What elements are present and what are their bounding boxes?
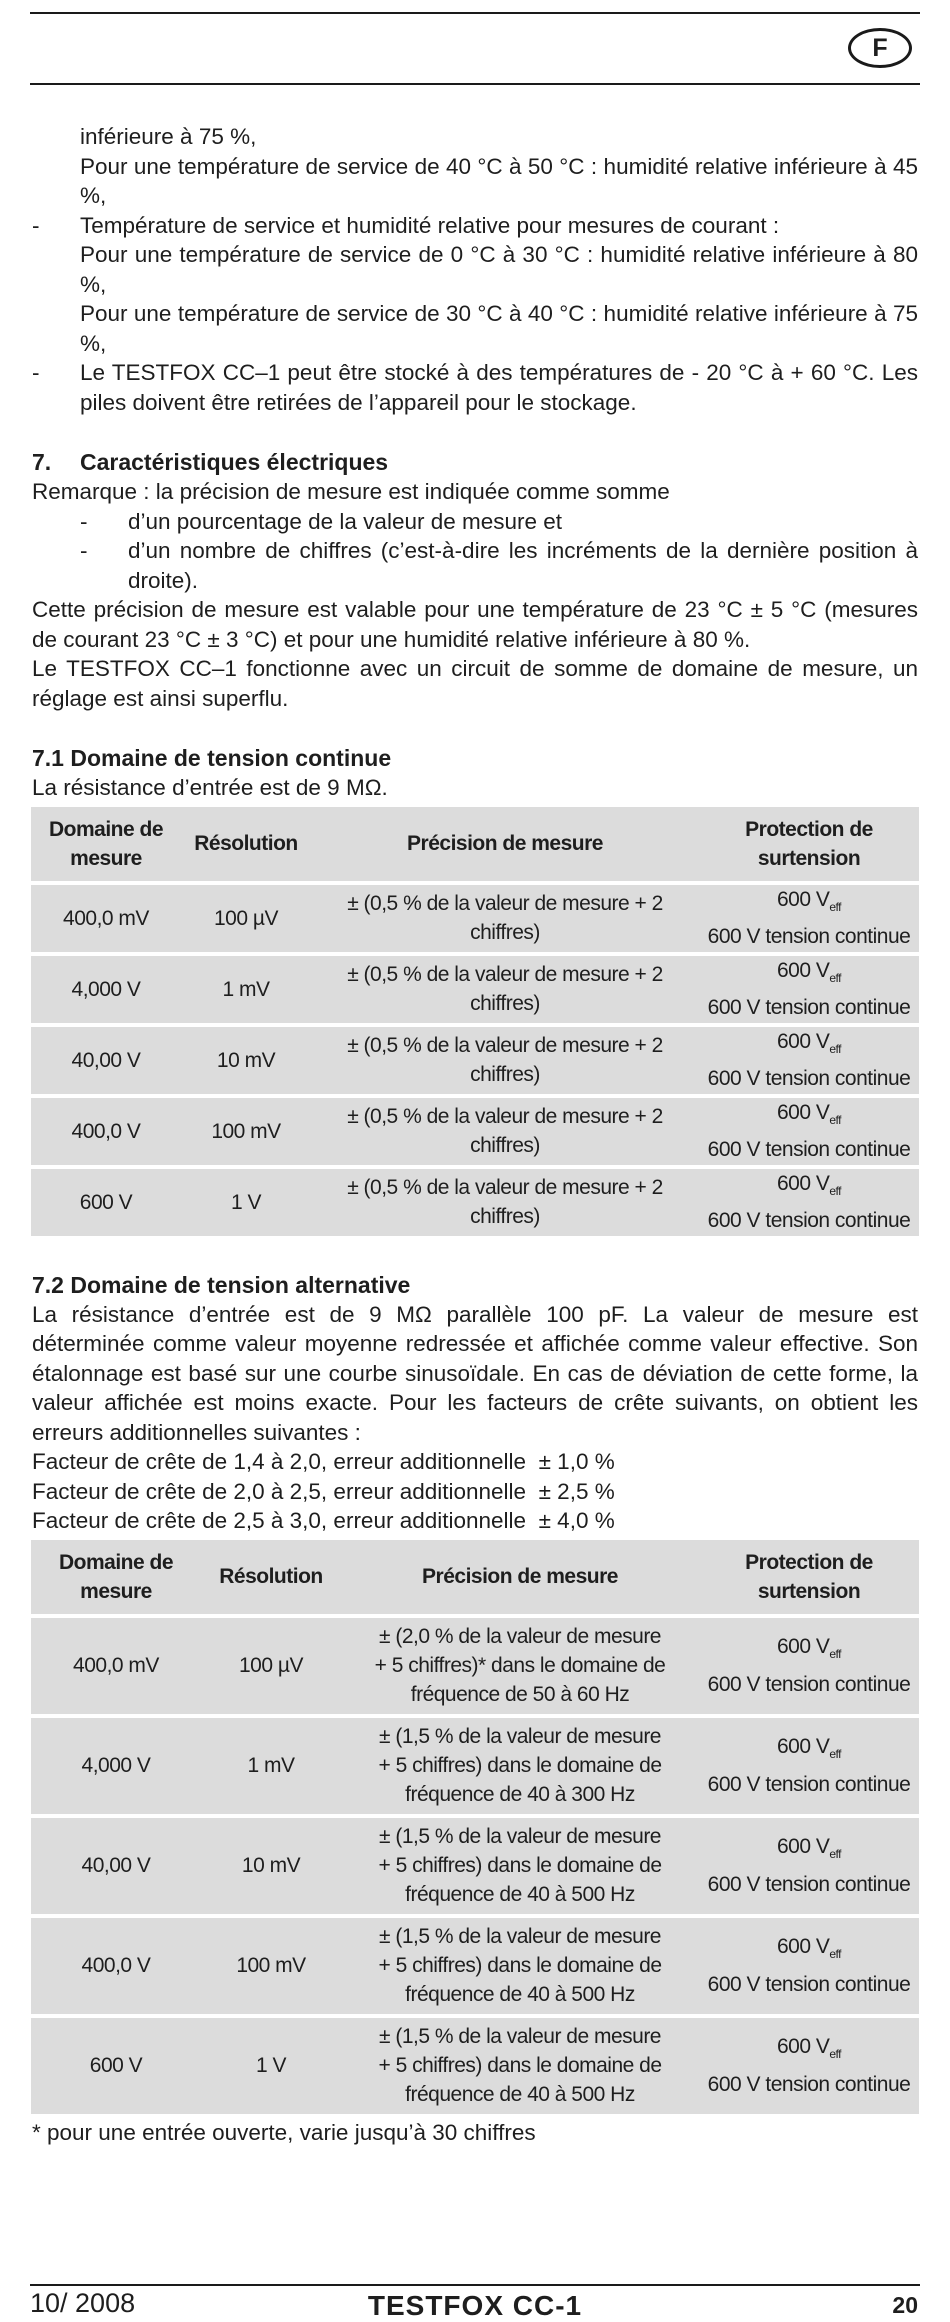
bullet-text: d’un pourcentage de la valeur de mesure et — [128, 508, 563, 534]
bullet-text: Le TESTFOX CC–1 peut être stocké à des températures de - 20 °C à + 60 °C. Les piles doivent être retirées de l’appareil pour le stockage. — [80, 360, 918, 415]
section-7-1 — [32, 743, 918, 1240]
protection-cell: 600 $V_{eff}$ 600 V tension continue — [699, 1718, 919, 1814]
table-row — [31, 2018, 919, 2114]
paragraph: La résistance d’entrée est de 9 MΩ parallèle 100 pF. La valeur de mesure est déterminée comme valeur moyenne redressée et affichée comme valeur effective. Son étalonnage est basé sur une courbe sinusoïdale. En cas de déviation de cette forme, la valeur affichée est moins exacte. Pour les facteurs de crête suivants, on obtient les erreurs additionnelles suivantes : — [32, 1301, 918, 1445]
range-cell: 40,00 V — [31, 1818, 201, 1914]
table-row — [31, 1918, 919, 2014]
section-7-2 — [32, 1270, 918, 2148]
table-row — [31, 1027, 919, 1094]
bullet-dash: - — [32, 212, 40, 238]
bullet-text: d’un nombre de chiffres (c’est-à-dire les incréments de la dernière position à droite). — [128, 538, 918, 593]
bullet-item — [32, 358, 918, 417]
resolution-cell: 1 V — [201, 2018, 341, 2114]
page-content — [32, 122, 918, 2147]
footer-rule — [30, 2284, 920, 2286]
column-header: Domaine de mesure — [31, 1540, 201, 1614]
range-cell: 400,0 mV — [31, 885, 181, 952]
resolution-cell: 100 µV — [201, 1618, 341, 1714]
bullet-dash: - — [80, 508, 88, 534]
accuracy-cell: ± (1,5 % de la valeur de mesure + 5 chiffres) dans le domaine de fréquence de 40 à 500 Hz — [341, 2018, 699, 2114]
bullet-dash: - — [80, 538, 88, 563]
footer-date: 10/ 2008 — [30, 2288, 136, 2318]
section-title: Caractéristiques électriques — [80, 449, 389, 475]
dc-voltage-table — [31, 803, 919, 1240]
section-heading: 7.1 Domaine de tension continue — [32, 745, 392, 771]
text-line: inférieure à 75 %, — [80, 124, 257, 149]
crest-factor-line: Facteur de crête de 2,5 à 3,0, erreur additionnelle ± 4,0 % — [32, 1508, 615, 1533]
crest-factor-line: Facteur de crête de 1,4 à 2,0, erreur additionnelle ± 1,0 % — [32, 1449, 615, 1474]
accuracy-cell: ± (0,5 % de la valeur de mesure + 2 chiffres) — [311, 956, 699, 1023]
accuracy-cell: ± (1,5 % de la valeur de mesure + 5 chiffres) dans le domaine de fréquence de 40 à 300 Hz — [341, 1718, 699, 1814]
protection-cell: 600 $V_{eff}$ 600 V tension continue — [699, 1169, 919, 1236]
range-cell: 400,0 V — [31, 1098, 181, 1165]
resolution-cell: 100 mV — [181, 1098, 311, 1165]
range-cell: 400,0 mV — [31, 1618, 201, 1714]
text-line: Pour une température de service de 0 °C à 30 °C : humidité relative inférieure à 80 %, — [80, 242, 918, 297]
accuracy-cell: ± (0,5 % de la valeur de mesure + 2 chiffres) — [311, 1027, 699, 1094]
column-header: Protection de surtension — [699, 1540, 919, 1614]
range-cell: 4,000 V — [31, 956, 181, 1023]
protection-cell: 600 $V_{eff}$ 600 V tension continue — [699, 1618, 919, 1714]
table-row — [31, 1718, 919, 1814]
bullet-dash: - — [32, 360, 40, 385]
resolution-cell: 100 mV — [201, 1918, 341, 2014]
resolution-cell: 100 µV — [181, 885, 311, 952]
top-rule — [30, 12, 920, 14]
resolution-cell: 10 mV — [201, 1818, 341, 1914]
page-number: 20 — [892, 2292, 918, 2318]
paragraph: Le TESTFOX CC–1 fonctionne avec un circuit de somme de domaine de mesure, un réglage est ainsi superflu. — [32, 656, 918, 711]
section-heading: 7.2 Domaine de tension alternative — [32, 1271, 411, 1298]
accuracy-cell: ± (0,5 % de la valeur de mesure + 2 chiffres) — [311, 885, 699, 952]
language-badge: F — [848, 28, 912, 68]
resolution-cell: 1 mV — [201, 1718, 341, 1814]
range-cell: 600 V — [31, 1169, 181, 1236]
text-line: Pour une température de service de 30 °C à 40 °C : humidité relative inférieure à 75 %, — [80, 301, 918, 356]
protection-cell: 600 $V_{eff}$ 600 V tension continue — [699, 1918, 919, 2014]
range-cell: 400,0 V — [31, 1918, 201, 2014]
bullet-item — [32, 211, 918, 241]
remark-item — [32, 507, 918, 537]
column-header: Précision de mesure — [341, 1540, 699, 1614]
table-row — [31, 956, 919, 1023]
resolution-cell: 1 mV — [181, 956, 311, 1023]
protection-cell: 600 $V_{eff}$ 600 V tension continue — [699, 2018, 919, 2114]
protection-cell: 600 $V_{eff}$ 600 V tension continue — [699, 1027, 919, 1094]
range-cell: 600 V — [31, 2018, 201, 2114]
protection-cell: 600 $V_{eff}$ 600 V tension continue — [699, 956, 919, 1023]
section-7 — [32, 447, 918, 713]
range-cell: 4,000 V — [31, 1718, 201, 1814]
protection-cell: 600 $V_{eff}$ 600 V tension continue — [699, 1098, 919, 1165]
column-header: Résolution — [181, 807, 311, 881]
protection-cell: 600 $V_{eff}$ 600 V tension continue — [699, 885, 919, 952]
accuracy-cell: ± (0,5 % de la valeur de mesure + 2 chiffres) — [311, 1098, 699, 1165]
remark: Remarque : la précision de mesure est indiquée comme somme — [32, 479, 670, 504]
header-rule — [30, 83, 920, 85]
text-line: Pour une température de service de 40 °C à 50 °C : humidité relative inférieure à 45 %, — [80, 153, 918, 208]
footer-brand: TESTFOX CC-1 — [367, 2290, 583, 2321]
protection-cell: 600 $V_{eff}$ 600 V tension continue — [699, 1818, 919, 1914]
table-header-row — [31, 1540, 919, 1614]
accuracy-cell: ± (2,0 % de la valeur de mesure + 5 chiffres)* dans le domaine de fréquence de 50 à 60 Hz — [341, 1618, 699, 1714]
ac-voltage-table — [31, 1536, 919, 2118]
resolution-cell: 1 V — [181, 1169, 311, 1236]
range-cell: 40,00 V — [31, 1027, 181, 1094]
remark-item — [32, 536, 918, 595]
column-header: Précision de mesure — [311, 807, 699, 881]
table-row — [31, 1098, 919, 1165]
column-header: Résolution — [201, 1540, 341, 1614]
section-6-continuation — [32, 122, 918, 417]
table-header-row — [31, 807, 919, 881]
column-header: Domaine de mesure — [31, 807, 181, 881]
table-row — [31, 1618, 919, 1714]
accuracy-cell: ± (0,5 % de la valeur de mesure + 2 chiffres) — [311, 1169, 699, 1236]
section-number: 7. — [32, 449, 52, 475]
paragraph: La résistance d’entrée est de 9 MΩ. — [32, 775, 388, 800]
resolution-cell: 10 mV — [181, 1027, 311, 1094]
bullet-text: Température de service et humidité relative pour mesures de courant : — [80, 212, 780, 238]
crest-factor-line: Facteur de crête de 2,0 à 2,5, erreur additionnelle ± 2,5 % — [32, 1478, 615, 1504]
accuracy-cell: ± (1,5 % de la valeur de mesure + 5 chiffres) dans le domaine de fréquence de 40 à 500 Hz — [341, 1918, 699, 2014]
table-row — [31, 885, 919, 952]
table-row — [31, 1169, 919, 1236]
section-heading — [32, 447, 918, 477]
paragraph: Cette précision de mesure est valable pour une température de 23 °C ± 5 °C (mesures de courant 23 °C ± 3 °C) et pour une humidité relative inférieure à 80 %. — [32, 597, 918, 652]
footnote: * pour une entrée ouverte, varie jusqu’à 30 chiffres — [32, 2119, 536, 2145]
column-header: Protection de surtension — [699, 807, 919, 881]
table-row — [31, 1818, 919, 1914]
accuracy-cell: ± (1,5 % de la valeur de mesure + 5 chiffres) dans le domaine de fréquence de 40 à 500 Hz — [341, 1818, 699, 1914]
